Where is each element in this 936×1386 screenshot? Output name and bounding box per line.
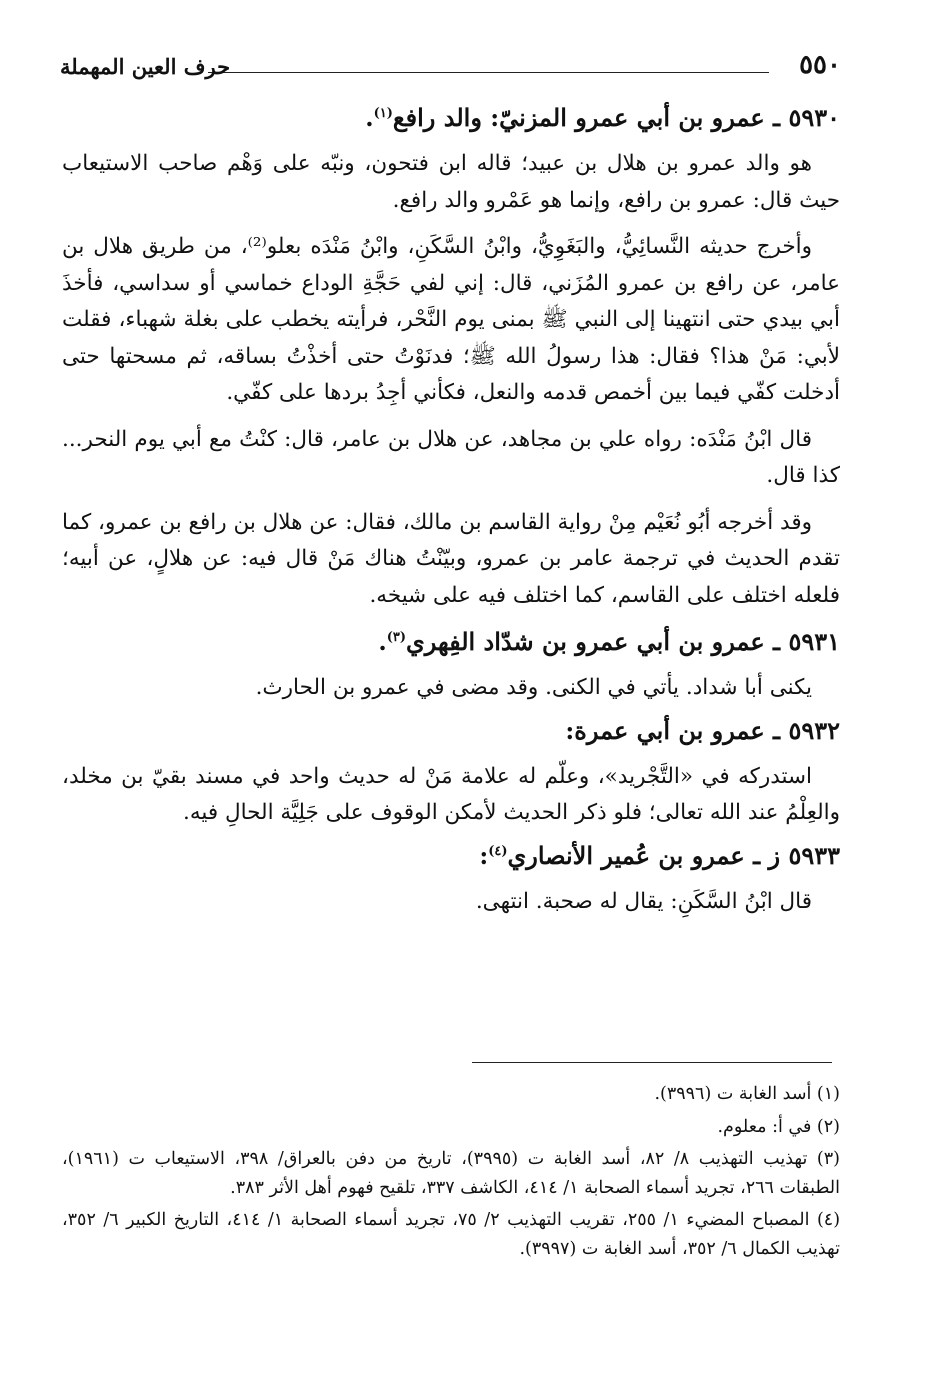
entry-paragraph: قال ابْنُ مَنْدَه: رواه علي بن مجاهد، عن هلال بن عامر، قال: كنْتُ مع أبي يوم النحر... كذا قال.: [62, 426, 840, 488]
footnote: (٢) في أ: معلوم.: [717, 1116, 840, 1137]
footnote: (١) أسد الغابة ت (٣٩٩٦).: [654, 1084, 840, 1104]
entry-title-tail: :: [479, 840, 489, 870]
page-number: ٥٥٠: [799, 50, 841, 80]
entry-title-text: ٥٩٣١ ـ عمرو بن أبي عمرو بن شدّاد الفِهري: [405, 627, 840, 656]
entry-title-5933: [62, 838, 840, 874]
footnote-rule: [472, 1062, 832, 1063]
header-rule: [208, 72, 769, 73]
footnote-ref: (٤): [488, 843, 508, 859]
footnotes: [62, 1080, 840, 1267]
entry-paragraph: هو والد عمرو بن هلال بن عبيد؛ قاله ابن فتحون، ونبّه على وَهْم صاحب الاستيعاب حيث قال: عمرو بن رافع، وإنما هو عَمْرو والد رافع.: [62, 151, 840, 213]
page-header: [60, 50, 841, 86]
entry-paragraph: استدركه في «التَّجْريد»، وعلّم له علامة مَنْ له حديث واحد في مسند بقيّ بن مخلد، والعِلْمُ عند الله تعالى؛ فلو ذكر الحديث لأمكن الوقوف على جَلِيَّة الحالِ فيه.: [62, 763, 840, 825]
footnote: (٣) تهذيب التهذيب ٨/ ٨٢، أسد الغابة ت (٣٩٩٥)، تاريخ من دفن بالعراق/ ٣٩٨، الاستيعاب ت (١٩٦١)، الطبقات ٢٦٦، تجريد أسماء الصحابة ١/ ٤١٤، الكاشف ٣٣٧، تلقيح فهوم أهل الأثر ٣٨٣.: [62, 1149, 840, 1198]
entry-title-text: ٥٩٣٢ ـ عمرو بن أبي عمرة:: [565, 715, 840, 745]
footnote-ref: (٣): [386, 630, 406, 645]
entry-title-5931: [62, 624, 840, 660]
running-title: حرف العين المهملة: [60, 54, 231, 79]
entry-title-tail: .: [365, 103, 374, 132]
entry-paragraph: يكنى أبا شداد. يأتي في الكنى. وقد مضى في عمرو بن الحارث.: [255, 675, 812, 700]
page-body: [62, 100, 840, 926]
footnote-ref: (١): [373, 106, 393, 121]
entry-paragraph: قال ابْنُ السَّكَنِ: يقال له صحبة. انتهى.: [475, 888, 812, 914]
entry-title-text: ٥٩٣٣ ز ـ عمرو بن عُمير الأنصاري: [507, 840, 840, 870]
entry-title-tail: .: [378, 627, 387, 656]
entry-title-text: ٥٩٣٠ ـ عمرو بن أبي عمرو المزنيّ: والد رافع: [392, 103, 840, 132]
entry-paragraph: وقد أخرجه أبُو نُعَيْم مِنْ رواية القاسم بن مالك، فقال: عن هلال بن رافع بن عمرو، كما تقدم الحديث في ترجمة عامر بن عمرو، وبيّنْتُ هناك مَنْ قال فيه: عن هلالٍ، عن أبيه؛ فلعله اختلف على القاسم، كما اختلف فيه على شيخه.: [62, 509, 840, 608]
entry-title-5932: [62, 713, 840, 749]
entry-paragraph: وأخرج حديثه النَّسائِيُّ، والبَغَوِيُّ، وابْنُ السَّكَنِ، وابْنُ مَنْدَه بعلو⁽²⁾، من طريق هلال بن عامر، عن رافع بن عمرو المُزَني، قال: إني لفي حَجَّةِ الوداع خماسي أو سداسي، فأخذَ أبي بيدي حتى انتهينا إلى النبي ﷺ بمنى يوم النَّحْر، فرأيته يخطب على بغلة شهباء، فقلت لأبي: مَنْ هذا؟ فقال: هذا رسولُ الله ﷺ؛ فدنَوْتُ حتى أخذْتُ بساقه، ثم مسحتها حتى أدخلت كفّي فيما بين أخمص قدمه والنعل، فكأني أجِدُ بردها على كفّي.: [62, 234, 840, 405]
footnote: (٤) المصباح المضيء ١/ ٢٥٥، تقريب التهذيب ٢/ ٧٥، تجريد أسماء الصحابة ١/ ٤١٤، التاريخ الكبير ٦/ ٣٥٢، تهذيب الكمال ٦/ ٣٥٢، أسد الغابة ت (٣٩٩٧).: [62, 1210, 841, 1259]
entry-title-5930: [62, 100, 840, 136]
